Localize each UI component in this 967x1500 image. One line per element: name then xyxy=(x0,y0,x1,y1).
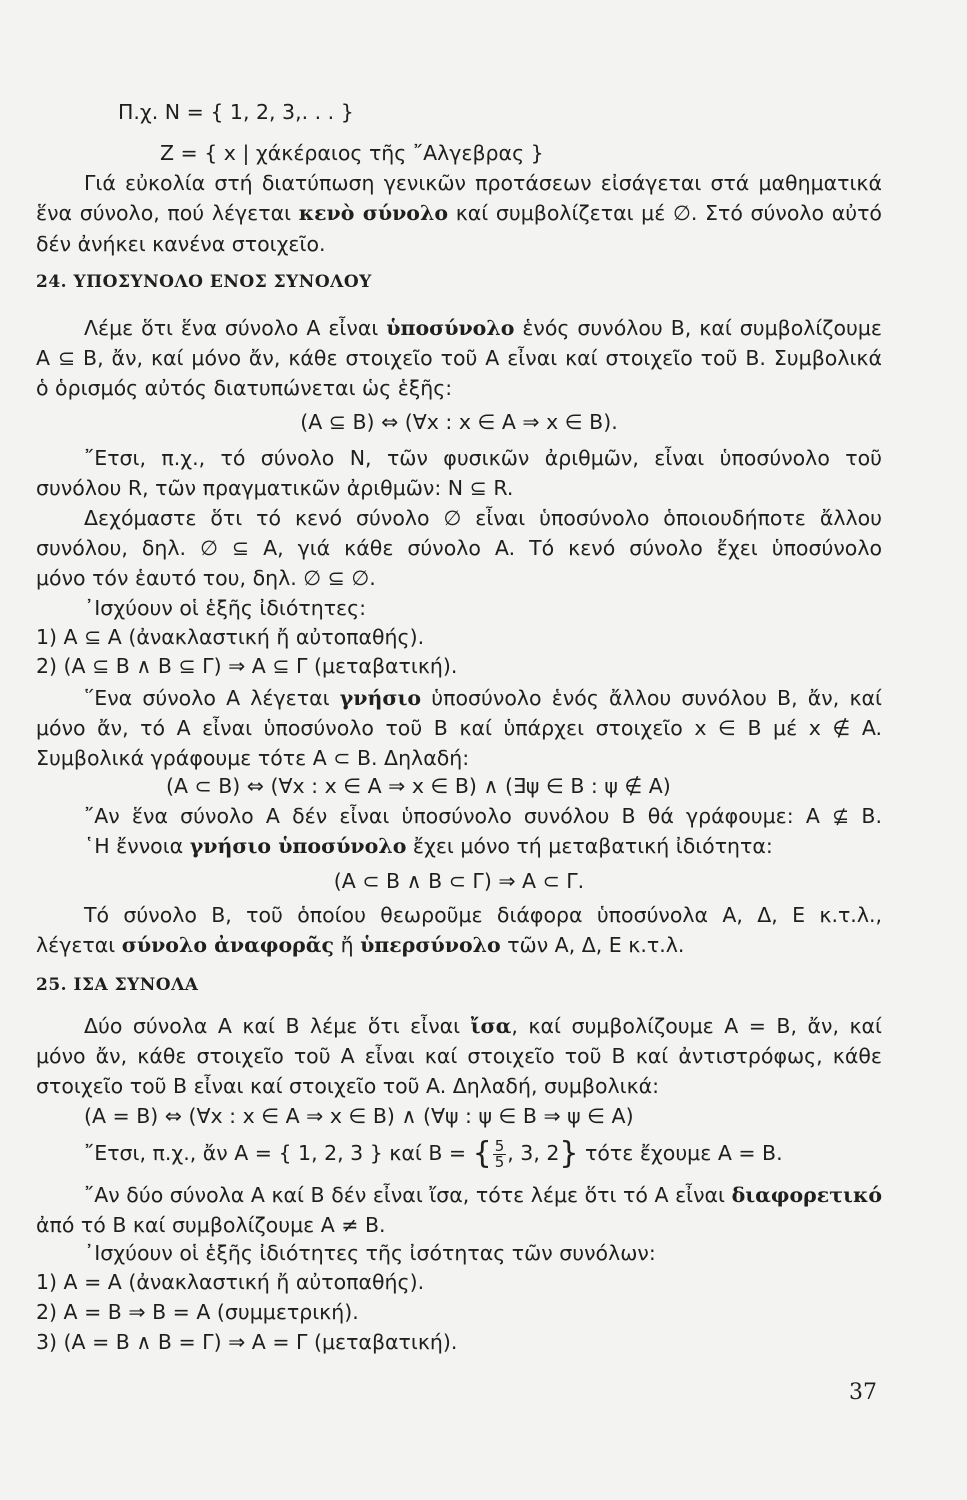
text-run: τῶν A, Δ, E κ.τ.λ. xyxy=(500,933,685,957)
integers-example: Z = { x | χάκέραιος τῆς ῎Αλγεβρας } xyxy=(160,141,544,165)
text-run: ἔχει μόνο τή μεταβατική ἰδιότητα: xyxy=(406,834,773,858)
subset-props-intro: ᾿Ισχύουν οἱ ἑξῆς ἰδιότητες: xyxy=(84,596,367,620)
text-run: , καί συμβολίζουμε A = B, ἄν, καί xyxy=(511,1014,882,1038)
fraction xyxy=(493,1136,507,1171)
proper-subset-line-1 xyxy=(36,683,882,713)
text-run: τότε ἔχουμε A = B. xyxy=(578,1141,783,1165)
subset-example-line-2: συνόλου R, τῶν πραγματικῶν ἀριθμῶν: N ⊆ R. xyxy=(36,476,514,500)
equality-prop-1: 1) A = A (ἀνακλαστική ἤ αὐτοπαθής). xyxy=(36,1270,425,1294)
proper-subset-term: γνήσιο ὑποσύνολο xyxy=(189,834,407,858)
different-sets-line-1 xyxy=(36,1180,882,1210)
text-run: καί συμβολίζεται μέ ∅. Στό σύνολο αὐτό xyxy=(448,201,882,225)
subset-formula: (A ⊆ B) ⇔ (∀x : x ∈ A ⇒ x ∈ B). xyxy=(300,410,618,434)
section-24-heading: 24. ΥΠΟΣΥΝΟΛΟ ΕΝΟΣ ΣΥΝΟΛΟΥ xyxy=(36,272,372,292)
subset-def-line-1 xyxy=(36,313,882,343)
text-run: ῎Ετσι, π.χ., ἄν A = { 1, 2, 3 } καί B = xyxy=(84,1141,473,1165)
empty-set-line-3: δέν ἀνήκει κανένα στοιχεῖο. xyxy=(36,232,326,256)
subset-prop-2: 2) (A ⊆ B ∧ B ⊆ Γ) ⇒ A ⊆ Γ (μεταβατική). xyxy=(36,654,458,678)
proper-subset-line-3: Συμβολικά γράφουμε τότε A ⊂ B. Δηλαδή: xyxy=(36,746,470,770)
text-run: ῾Η ἔννοια xyxy=(84,834,190,858)
equal-sets-formula: (A = B) ⇔ (∀x : x ∈ A ⇒ x ∈ B) ∧ (∀ψ : ψ ∈ B ⇒ ψ ∈ A) xyxy=(84,1104,634,1128)
natural-numbers-example: Π.χ. N = { 1, 2, 3,. . . } xyxy=(118,100,354,124)
reference-set-line-2 xyxy=(36,930,882,960)
proper-term: γνήσιο xyxy=(339,686,422,710)
reference-set-term: σύνολο ἀναφορᾶς xyxy=(121,933,335,957)
empty-set-line-2 xyxy=(36,198,882,228)
proper-subset-formula: (A ⊂ B) ⇔ (∀x : x ∈ A ⇒ x ∈ B) ∧ (∃ψ ∈ B : ψ ∉ A) xyxy=(166,774,671,798)
empty-subset-line-1: Δεχόμαστε ὅτι τό κενό σύνολο ∅ εἶναι ὑποσύνολο ὁποιουδήποτε ἄλλου xyxy=(84,506,882,530)
equal-sets-line-3: στοιχεῖο τοῦ B εἶναι καί στοιχεῖο τοῦ A. Δηλαδή, συμβολικά: xyxy=(36,1074,660,1098)
left-brace: { xyxy=(472,1136,492,1171)
equality-prop-2: 2) A = B ⇒ B = A (συμμετρική). xyxy=(36,1300,359,1324)
equality-props-intro: ᾿Ισχύουν οἱ ἑξῆς ἰδιότητες τῆς ἰσότητας τῶν συνόλων: xyxy=(84,1241,656,1265)
section-25-heading: 25. ΙΣΑ ΣΥΝΟΛΑ xyxy=(36,975,199,995)
proper-subset-line-2: μόνο ἄν, τό A εἶναι ὑποσύνολο τοῦ B καί ὑπάρχει στοιχεῖο x ∈ B μέ x ∉ A. xyxy=(36,716,882,740)
text-run: Δύο σύνολα A καί B λέμε ὅτι εἶναι xyxy=(84,1014,471,1038)
equality-prop-3: 3) (A = B ∧ B = Γ) ⇒ A = Γ (μεταβατική). xyxy=(36,1330,458,1354)
empty-subset-line-2: συνόλου, δηλ. ∅ ⊆ A, γιά κάθε σύνολο A. Τό κενό σύνολο ἔχει ὑποσύνολο xyxy=(36,536,882,560)
text-run: ἤ xyxy=(334,933,361,957)
equal-term: ἴσα xyxy=(470,1014,512,1038)
fraction-numerator: 5 xyxy=(494,1136,505,1155)
subset-example-line-1: ῎Ετσι, π.χ., τό σύνολο N, τῶν φυσικῶν ἀριθμῶν, εἶναι ὑποσύνολο τοῦ xyxy=(84,446,882,470)
empty-subset-line-3: μόνο τόν ἑαυτό του, δηλ. ∅ ⊆ ∅. xyxy=(36,566,376,590)
text-run: λέγεται xyxy=(36,933,122,957)
equal-sets-line-2: μόνο ἄν, κάθε στοιχεῖο τοῦ A εἶναι καί στοιχεῖο τοῦ B καί ἀντιστρόφως, κάθε xyxy=(36,1044,882,1068)
empty-set-term: κενὸ σύνολο xyxy=(298,201,449,225)
not-subset-line: ῎Αν ἕνα σύνολο A δέν εἶναι ὑποσύνολο συνόλου B θά γράφουμε: A ⊈ B. xyxy=(84,804,882,828)
equal-sets-line-1 xyxy=(36,1011,882,1041)
proper-concept-line xyxy=(36,831,882,861)
right-brace: } xyxy=(559,1136,579,1171)
text-run: , 3, 2 xyxy=(507,1141,560,1165)
text-run: ὑποσύνολο ἑνός ἄλλου συνόλου B, ἄν, καί xyxy=(421,686,882,710)
text-run: Λέμε ὅτι ἕνα σύνολο A εἶναι xyxy=(84,316,387,340)
subset-term: ὑποσύνολο xyxy=(386,316,515,340)
subset-def-line-3: ὁ ὁρισμός αὐτός διατυπώνεται ὡς ἑξῆς: xyxy=(36,376,453,400)
page-number: 37 xyxy=(849,1380,877,1405)
reference-set-line-1: Τό σύνολο B, τοῦ ὁποίου θεωροῦμε διάφορα ὑποσύνολα A, Δ, E κ.τ.λ., xyxy=(84,903,882,927)
empty-set-line-1: Γιά εὐκολία στή διατύπωση γενικῶν προτάσεων εἰσάγεται στά μαθηματικά xyxy=(84,171,882,195)
subset-prop-1: 1) A ⊆ A (ἀνακλαστική ἤ αὐτοπαθής). xyxy=(36,625,425,649)
text-run: ἑνός συνόλου B, καί συμβολίζουμε xyxy=(514,316,882,340)
text-run: ἕνα σύνολο, πού λέγεται xyxy=(36,201,299,225)
text-run: ῎Αν δύο σύνολα A καί B δέν εἶναι ἴσα, τότε λέμε ὅτι τό A εἶναι xyxy=(84,1183,732,1207)
text-run: ῞Ενα σύνολο A λέγεται xyxy=(84,686,340,710)
superset-term: ὑπερσύνολο xyxy=(360,933,501,957)
subset-def-line-2: A ⊆ B, ἄν, καί μόνο ἄν, κάθε στοιχεῖο τοῦ A εἶναι καί στοιχεῖο τοῦ B. Συμβολικά xyxy=(36,346,882,370)
fraction-denominator: 5 xyxy=(494,1152,505,1171)
equal-sets-example xyxy=(36,1138,882,1170)
different-sets-line-2: ἀπό τό B καί συμβολίζουμε A ≠ B. xyxy=(36,1213,386,1237)
different-term: διαφορετικό xyxy=(731,1183,882,1207)
transitive-formula: (A ⊂ B ∧ B ⊂ Γ) ⇒ A ⊂ Γ. xyxy=(333,869,585,893)
